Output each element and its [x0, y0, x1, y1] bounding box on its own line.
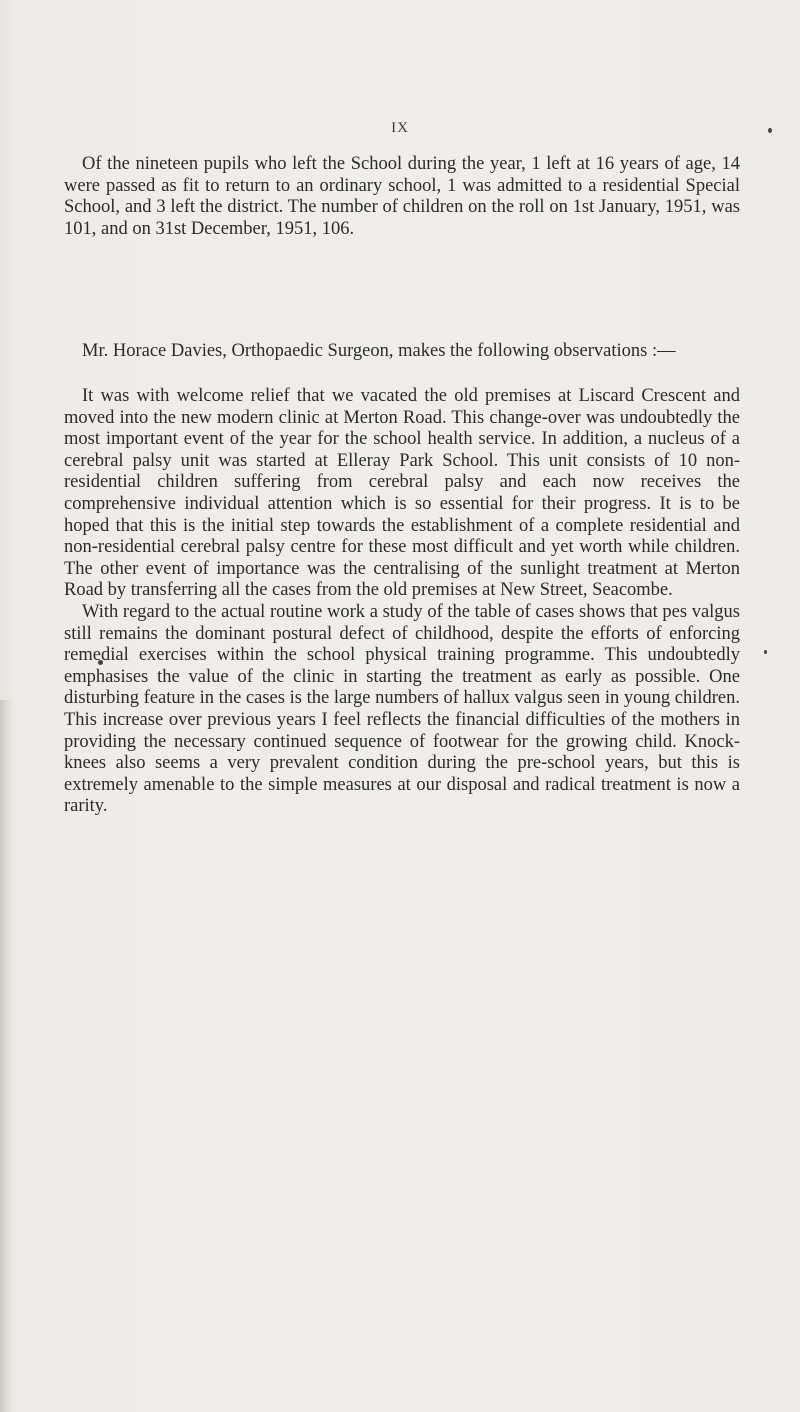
paragraph-pupils-left: Of the nineteen pupils who left the School during the year, 1 left at 16 years of age, 14 were passed as fit to return to an ordinary school, 1 was admitted to a residential Special School, and 3 left the district. The number of children on the roll on 1st January, 1951, was 101, and on 31st December, 1951, 106.: [64, 154, 740, 239]
paragraph-new-clinic: It was with welcome relief that we vacated the old premises at Liscard Crescent and moved into the new modern clinic at Merton Road. This change-over was undoubtedly the most important event of the year for the school health service. In addition, a nucleus of a cerebral palsy unit was started at Elleray Park School. This unit consists of 10 non-residential children suffering from cerebral palsy and each now receives the comprehensive individual attention which is so essential for their progress. It is to be hoped that this is the initial step towards the establishment of a complete residential and non-residential cerebral palsy centre for these most difficult and yet worth while children. The other event of importance was the centralising of the sunlight treatment at Merton Road by transferring all the cases from the old premises at New Street, Seacombe.: [64, 386, 740, 601]
paragraph-routine-work: With regard to the actual routine work a study of the table of cases shows that pes valgus still remains the dominant postural defect of childhood, despite the efforts of enforcing remedial exercises within the school physical training programme. This undoubtedly emphasises the value of the clinic in starting the treatment as early as possible. One disturbing feature in the cases is the large numbers of hallux valgus seen in young children. This increase over previous years I feel reflects the financial difficulties of the mothers in providing the necessary continued sequence of footwear for the growing child. Knock-knees also seems a very prevalent condition during the pre-school years, but this is extremely amenable to the simple measures at our disposal and radical treatment is now a rarity.: [64, 602, 740, 817]
page-number: IX: [391, 120, 409, 136]
scan-speck: [764, 650, 767, 654]
paragraph-surgeon-intro: Mr. Horace Davies, Orthopaedic Surgeon, makes the following observations :—: [82, 341, 676, 361]
binding-shadow: [0, 700, 12, 1412]
